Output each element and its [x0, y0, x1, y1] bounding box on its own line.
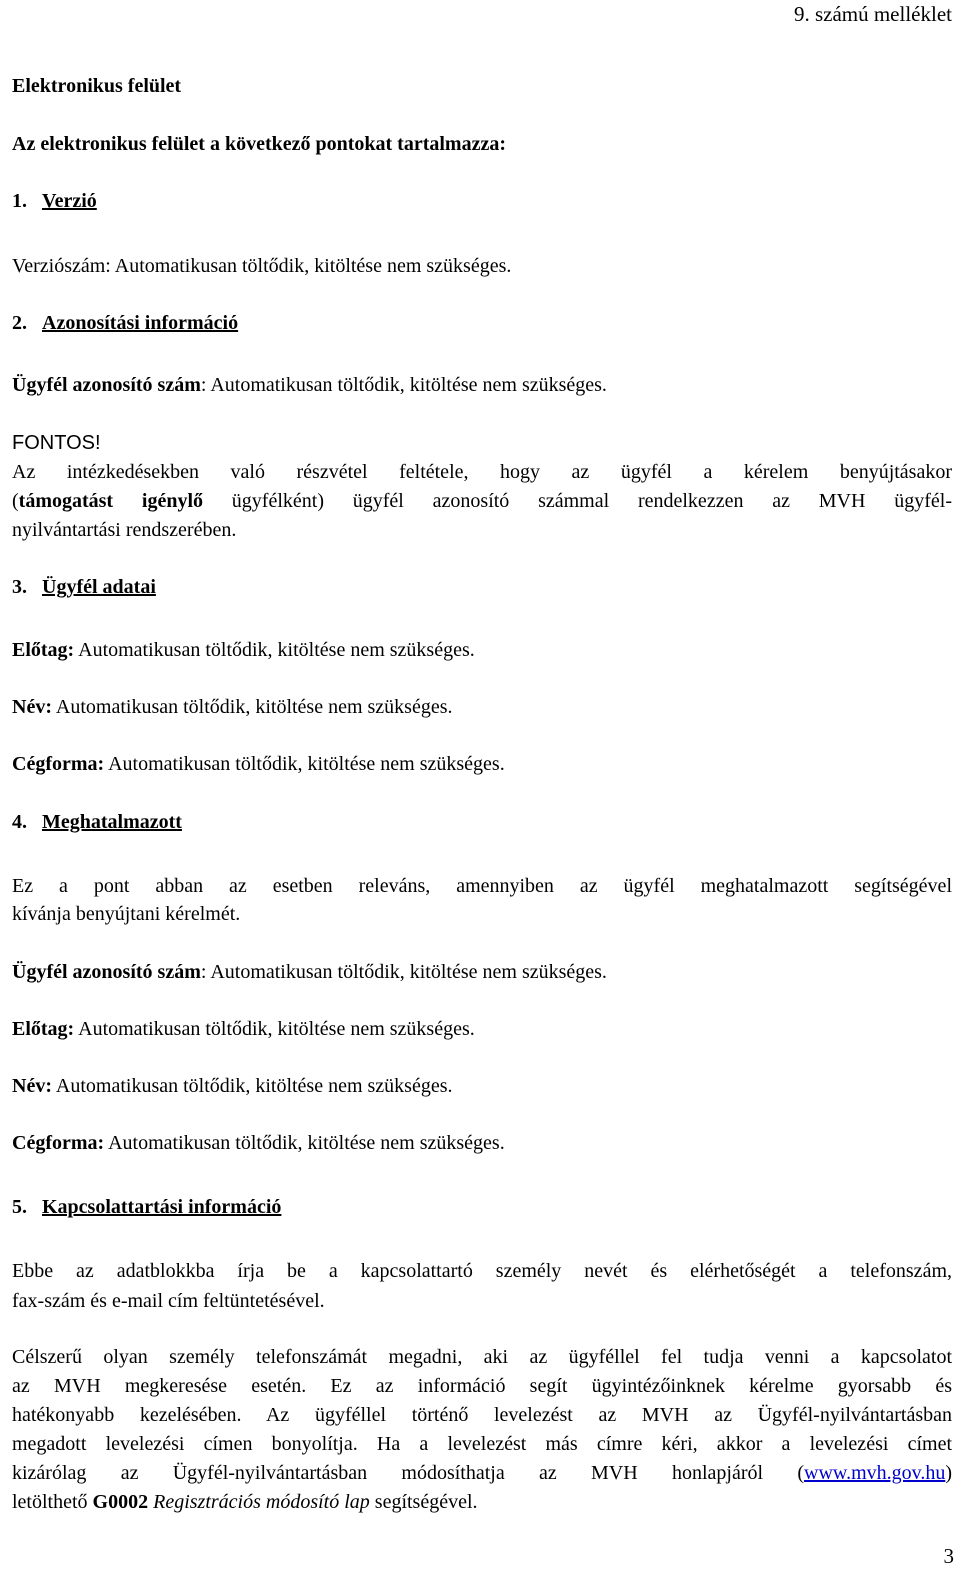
contact-text-2-line-6: letölthető G0002 Regisztrációs módosító lap segítségével. — [12, 1491, 478, 1513]
contact-text-2-line-5: kizárólag az Ügyfél-nyilvántartásban módosíthatja az MVH honlapjáról (www.mvh.gov.hu) — [12, 1462, 952, 1484]
proxy-name-field: Név: Automatikusan töltődik, kitöltése nem szükséges. — [12, 1075, 453, 1097]
contact-text-2-line-1: Célszerű olyan személy telefonszámát megadni, aki az ügyféllel fel tudja venni a kapcsolatot — [12, 1346, 952, 1368]
version-field: Verziószám: Automatikusan töltődik, kitöltése nem szükséges. — [12, 255, 512, 277]
contact-text-2-line-3: hatékonyabb kezelésében. Az ügyféllel történő levelezést az MVH az Ügyfél-nyilvántartásban — [12, 1404, 952, 1426]
proxy-prefix-field: Előtag: Automatikusan töltődik, kitöltése nem szükséges. — [12, 1018, 475, 1040]
mvh-website-link[interactable]: www.mvh.gov.hu — [804, 1462, 946, 1484]
section-3-heading: 3. Ügyfél adatai — [12, 576, 156, 598]
page-number: 3 — [943, 1544, 954, 1568]
important-text-line-1: Az intézkedésekben való részvétel feltétele, hogy az ügyfél a kérelem benyújtásakor — [12, 461, 952, 483]
proxy-company-form-field: Cégforma: Automatikusan töltődik, kitöltése nem szükséges. — [12, 1132, 505, 1154]
name-field: Név: Automatikusan töltődik, kitöltése nem szükséges. — [12, 696, 453, 718]
contact-text-2-line-4: megadott levelezési címen bonyolítja. Ha a levelezést más címre kéri, akkor a levelezési címet — [12, 1433, 952, 1455]
important-text-line-3: nyilvántartási rendszerében. — [12, 519, 237, 541]
proxy-client-id-field: Ügyfél azonosító szám: Automatikusan töltődik, kitöltése nem szükséges. — [12, 961, 607, 983]
company-form-field: Cégforma: Automatikusan töltődik, kitöltése nem szükséges. — [12, 753, 505, 775]
client-id-field: Ügyfél azonosító szám: Automatikusan töltődik, kitöltése nem szükséges. — [12, 374, 607, 396]
annex-label: 9. számú melléklet — [793, 2, 952, 26]
section-4-heading: 4. Meghatalmazott — [12, 811, 182, 833]
contact-text-1-line-2: fax-szám és e-mail cím feltüntetésével. — [12, 1290, 325, 1312]
section-1-heading: 1. Verzió — [12, 190, 97, 212]
important-text-line-2: (támogatást igénylő ügyfélként) ügyfél azonosító számmal rendelkezzen az MVH ügyfél- — [12, 490, 952, 512]
page-title: Elektronikus felület — [12, 75, 182, 97]
contact-text-1-line-1: Ebbe az adatblokkba írja be a kapcsolattartó személy nevét és elérhetőségét a telefonszám, — [12, 1260, 952, 1282]
contact-text-2-line-2: az MVH megkeresése esetén. Ez az információ segít ügyintézőinknek kérelme gyorsabb és — [12, 1375, 952, 1397]
section-5-heading: 5. Kapcsolattartási információ — [12, 1196, 282, 1218]
proxy-text-line-2: kívánja benyújtani kérelmét. — [12, 903, 241, 925]
section-2-heading: 2. Azonosítási információ — [12, 312, 239, 334]
proxy-text-line-1: Ez a pont abban az esetben releváns, amennyiben az ügyfél meghatalmazott segítségével — [12, 875, 952, 897]
intro-text: Az elektronikus felület a következő pontokat tartalmazza: — [12, 133, 507, 155]
important-label: FONTOS! — [12, 432, 101, 454]
prefix-field: Előtag: Automatikusan töltődik, kitöltése nem szükséges. — [12, 639, 475, 661]
